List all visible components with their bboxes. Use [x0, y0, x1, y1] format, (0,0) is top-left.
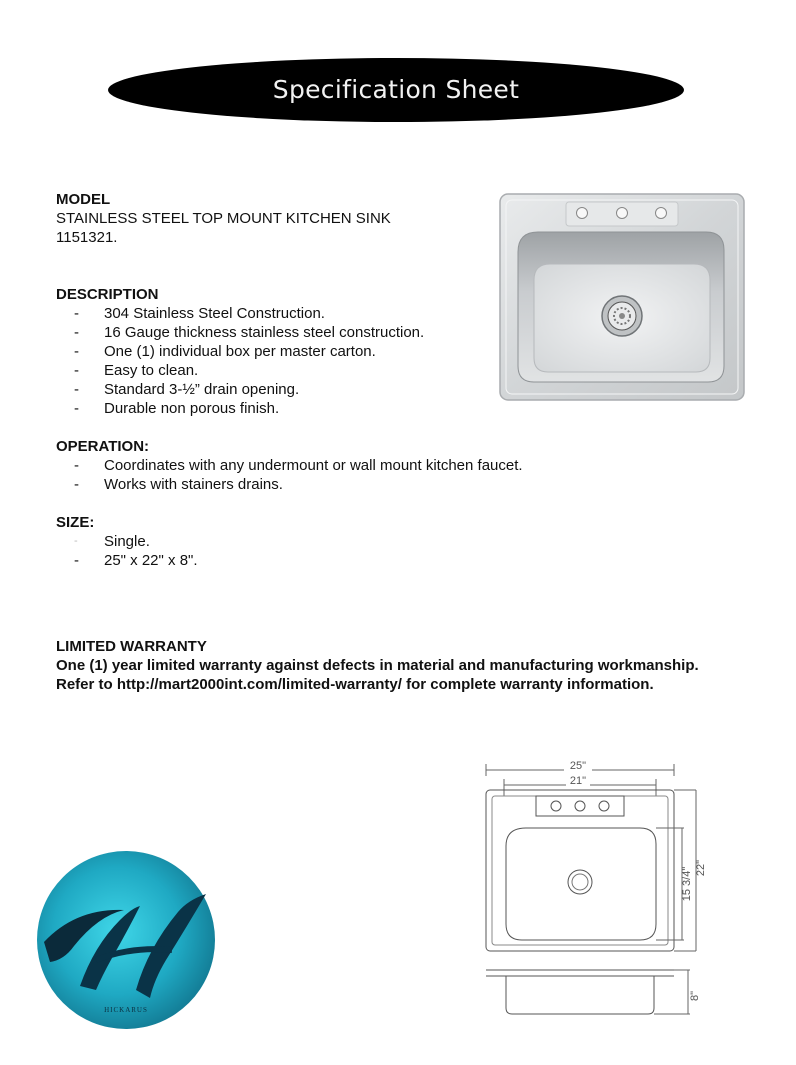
warranty-heading: LIMITED WARRANTY	[56, 638, 207, 655]
size-list	[56, 532, 776, 570]
warranty-line-2: Refer to http://mart2000int.com/limited-warranty/ for complete warranty information.	[56, 676, 654, 693]
list-item: - Easy to clean.	[56, 361, 776, 380]
brand-name: HICKARUS	[104, 1006, 148, 1014]
dimension-height: 8"	[689, 990, 701, 1002]
dimension-outer-depth: 22"	[695, 859, 707, 877]
faucet-hole-icon	[577, 208, 588, 219]
faucet-hole-icon	[617, 208, 628, 219]
list-item: - 16 Gauge thickness stainless steel construction.	[56, 323, 776, 342]
list-item: - Single.	[56, 532, 776, 551]
list-item: - Standard 3-½” drain opening.	[56, 380, 776, 399]
operation-list	[56, 456, 776, 494]
list-item: - Durable non porous finish.	[56, 399, 776, 418]
list-item: - One (1) individual box per master carton.	[56, 342, 776, 361]
size-heading: SIZE:	[56, 514, 95, 531]
brand-logo	[36, 850, 216, 1030]
operation-heading: OPERATION:	[56, 438, 150, 455]
dimension-drawing	[478, 756, 708, 1021]
description-heading: DESCRIPTION	[56, 286, 159, 303]
warranty-line-1: One (1) year limited warranty against defects in material and manufacturing workmanship.	[56, 657, 699, 674]
page-title: Specification Sheet	[272, 74, 520, 104]
dimension-bowl-depth: 15 3/4"	[681, 866, 693, 902]
model-heading: MODEL	[56, 191, 111, 208]
list-item: - 304 Stainless Steel Construction.	[56, 304, 776, 323]
model-name: STAINLESS STEEL TOP MOUNT KITCHEN SINK	[56, 210, 391, 227]
dimension-width-inner: 21"	[569, 775, 587, 787]
sink-photo	[498, 192, 746, 402]
list-item: - Coordinates with any undermount or wall mount kitchen faucet.	[56, 456, 776, 475]
faucet-hole-icon	[656, 208, 667, 219]
list-item: - 25" x 22" x 8".	[56, 551, 776, 570]
title-banner	[108, 58, 684, 122]
dimension-width-outer: 25"	[569, 760, 587, 772]
list-item: - Works with stainers drains.	[56, 475, 776, 494]
model-number: 1151321.	[56, 229, 118, 246]
